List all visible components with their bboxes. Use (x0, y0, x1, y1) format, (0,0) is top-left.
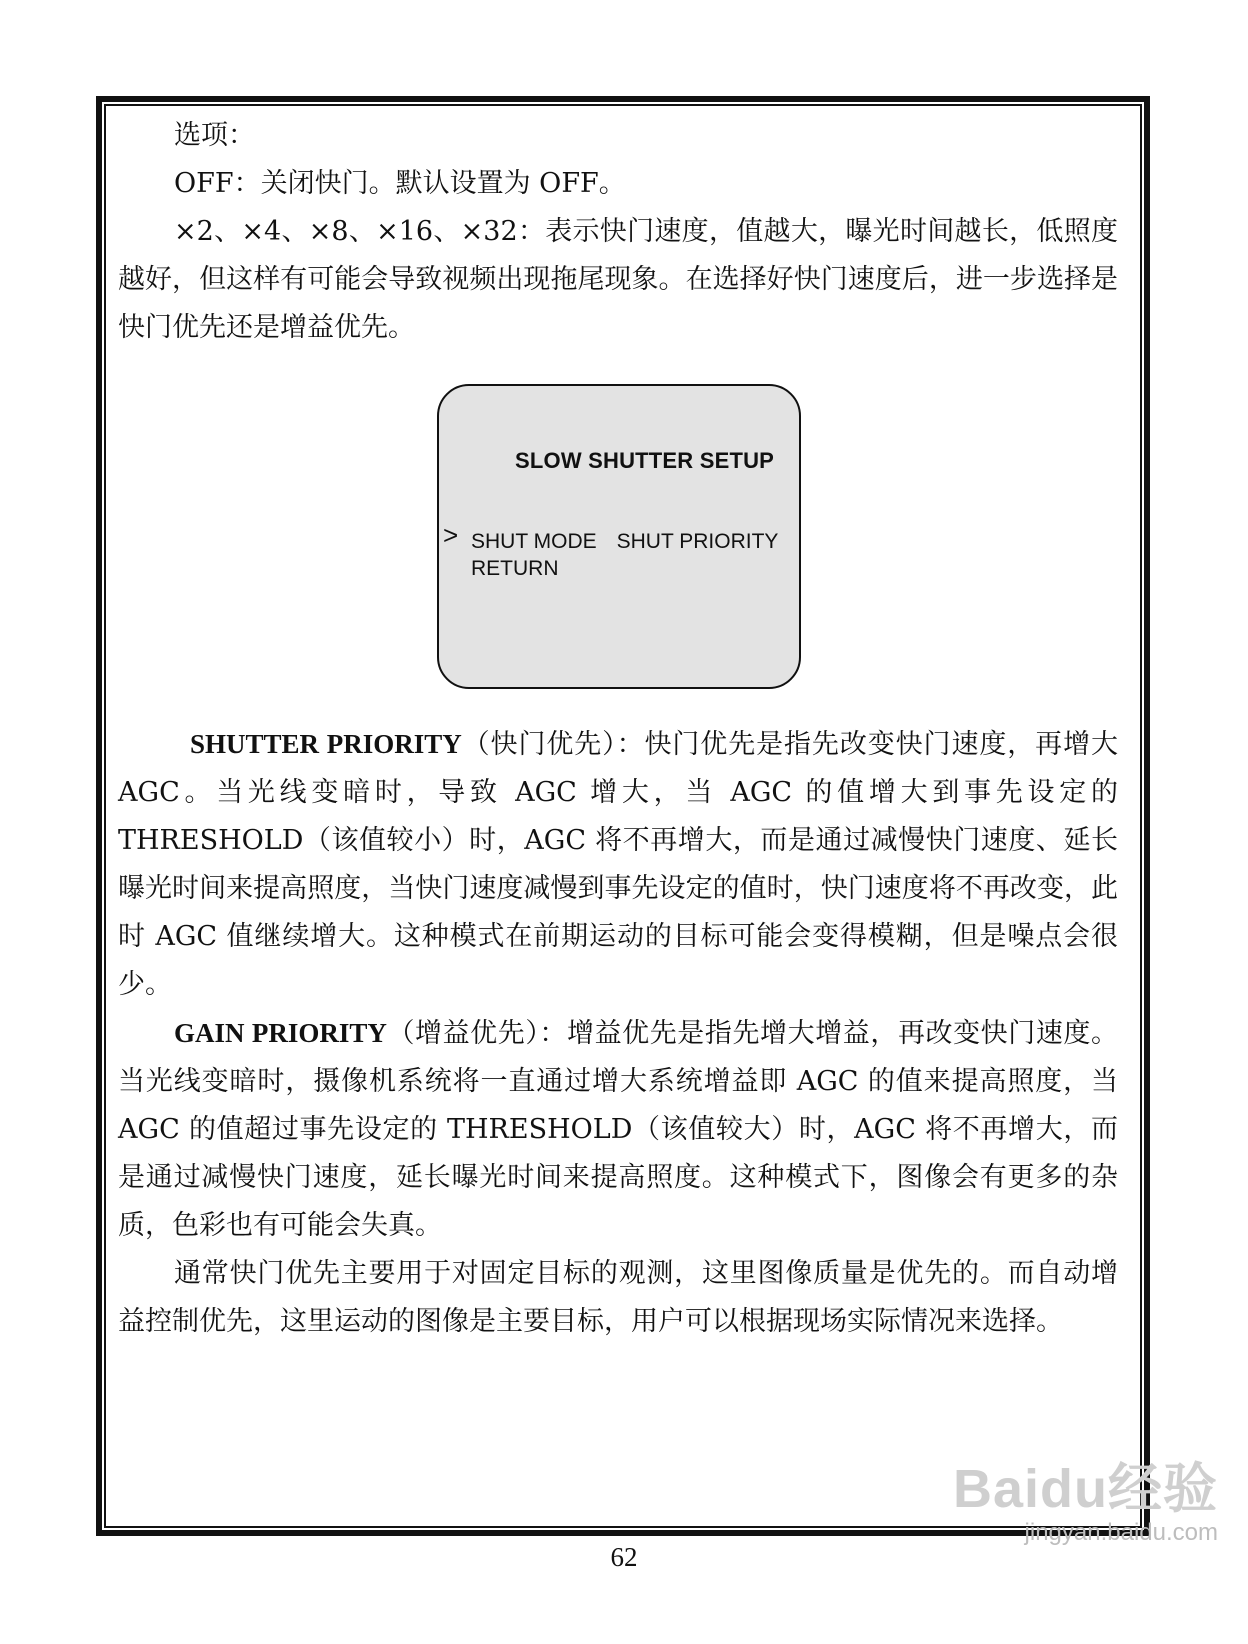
shut-mode-value: SHUT PRIORITY (616, 530, 779, 553)
watermark-url: jingyan.baidu.com (1024, 1519, 1218, 1546)
gain-priority-paragraph (118, 1009, 1118, 1250)
osd-item-return: RETURN (471, 557, 559, 580)
gain-priority-label: GAIN PRIORITY (174, 1018, 387, 1048)
summary-paragraph: 通常快门优先主要用于对固定目标的观测，这里图像质量是优先的。而自动增益控制优先，这里运动的图像是主要目标，用户可以根据现场实际情况来选择。 (118, 1258, 1118, 1337)
document-body (118, 112, 1118, 352)
baidu-watermark (953, 1446, 1218, 1547)
options-heading: 选项： (174, 120, 255, 151)
osd-menu-screen (437, 384, 801, 689)
gain-priority-text: （增益优先）：增益优先是指先增大增益，再改变快门速度。当光线变暗时，摄像机系统将一直通过增大系统增益即 AGC 的值来提高照度，当 AGC 的值超过事先设定的 THRESHOLD（该值较大）时，AGC 将不再增大，而是通过减慢快门速度，延长曝光时间来提高照度。这种模式下，图像会有更多的杂质，色彩也有可能会失真。 (118, 1018, 1118, 1241)
osd-cursor-icon: > (443, 520, 459, 550)
shut-mode-label: SHUT MODE (471, 530, 597, 553)
off-option-paragraph: OFF：关闭快门。默认设置为 OFF。 (174, 168, 626, 199)
page-number: 62 (610, 1542, 638, 1572)
osd-item-shut-mode (471, 530, 778, 554)
shutter-priority-label: SHUTTER PRIORITY (190, 729, 462, 759)
shutter-priority-paragraph (118, 720, 1118, 1009)
speed-option-paragraph: ×2、×4、×8、×16、×32：表示快门速度，值越大，曝光时间越长，低照度越好，但这样有可能会导致视频出现拖尾现象。在选择好快门速度后，进一步选择是快门优先还是增益优先。 (118, 216, 1118, 343)
osd-menu-title: SLOW SHUTTER SETUP (515, 448, 775, 473)
watermark-logo: Baidu经验 (952, 1459, 1218, 1519)
shutter-priority-text: （快门优先）：快门优先是指先改变快门速度，再增大 AGC。当光线变暗时，导致 AGC 增大，当 AGC 的值增大到事先设定的 THRESHOLD（该值较小）时，AGC 将不再增大，而是通过减慢快门速度、延长曝光时间来提高照度，当快门速度减慢到事先设定的值时，快门速度将不再改变，此时 AGC 值继续增大。这种模式在前期运动的目标可能会变得模糊，但是噪点会很少。 (118, 729, 1118, 1000)
document-body-lower (118, 720, 1118, 1346)
